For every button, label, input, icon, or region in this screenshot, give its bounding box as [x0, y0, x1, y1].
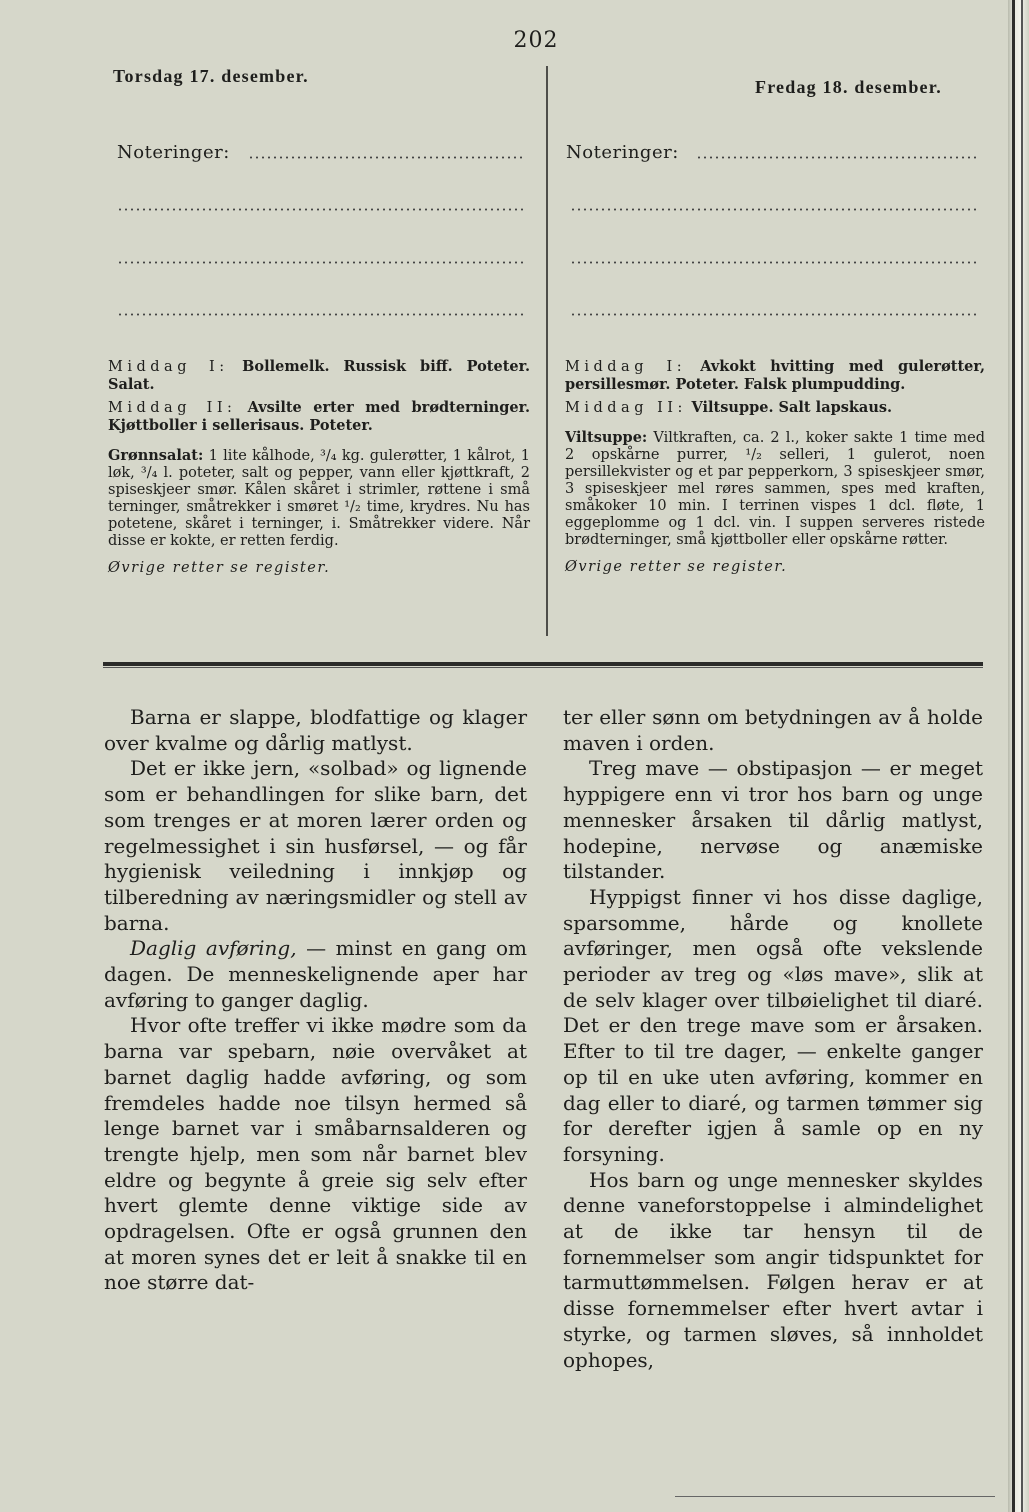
- rest-note: Øvrige retter se register.: [108, 560, 331, 576]
- article-emphasis: Daglig avføring,: [130, 936, 297, 961]
- notes-dotted-line: [117, 313, 527, 316]
- meal-2-text: Avsilte erter med brødterninger. Kjøttboller i sellerisaus. Poteter.: [108, 399, 531, 434]
- column-divider: [546, 66, 548, 636]
- article-paragraph: Hvor ofte treffer vi ikke mødre som da barna var spebarn, nøie overvåket at barnet daglig hadde avføring, og som fremdeles hadde noe tilsyn hermed så lenge barnet var i småbarnsalderen og trengte hjelp, men som når barnet blev eldre og begynte å greie sig selv efter hvert glemte denne viktige side av opdragelsen. Ofte er også grunnen den at moren synes det er leit å snakke til en noe større dat-: [104, 1013, 527, 1295]
- article-text: — minst en gang om dagen. De menneskelignende aper har avføring to ganger daglig.: [104, 936, 527, 1012]
- meal-1-key: Middag I:: [565, 359, 687, 375]
- meal-1: [565, 358, 985, 394]
- recipe: [108, 447, 530, 550]
- notes-dotted-line: [570, 261, 978, 264]
- notes-dotted-line: [570, 208, 978, 211]
- meal-2-key: Middag II:: [565, 400, 687, 416]
- meal-2-text: Viltsuppe. Salt lapskaus.: [691, 399, 893, 416]
- section-rule: [103, 662, 983, 666]
- thursday-heading: Torsdag 17. desember.: [113, 66, 309, 86]
- friday-heading: Fredag 18. desember.: [755, 77, 942, 97]
- meal-1-text: Avkokt hvitting med gulerøtter, persillesmør. Poteter. Falsk plumpudding.: [565, 358, 985, 393]
- edge-line: [1012, 0, 1015, 1512]
- right-menu-block: [565, 358, 985, 581]
- notes-dotted-line: [117, 261, 527, 264]
- article-paragraph: Barna er slappe, blodfattige og klager over kvalme og dårlig matlyst.: [104, 705, 527, 755]
- edge-line: [1021, 0, 1023, 1512]
- notes-dotted-line: [248, 156, 526, 159]
- right-notes-label: Noteringer:: [566, 142, 679, 163]
- notes-dotted-line: [117, 208, 527, 211]
- meal-1-key: Middag I:: [108, 359, 229, 375]
- left-menu-block: [108, 358, 530, 582]
- article-paragraph: ter eller sønn om betydningen av å holde maven i orden.: [563, 705, 983, 755]
- meal-1-text: Bollemelk. Russisk biff. Poteter. Salat.: [108, 358, 531, 393]
- recipe: [565, 429, 985, 549]
- meal-2: [108, 399, 530, 435]
- notes-dotted-line: [696, 156, 978, 159]
- article-paragraph: [104, 936, 527, 1013]
- recipe-title: Grønnsalat:: [108, 447, 204, 464]
- article-paragraph: Treg mave — obstipasjon — er meget hyppigere enn vi tror hos barn og unge mennesker årsaken til dårlig matlyst, hodepine, nervøse og anæmiske tilstander.: [563, 756, 983, 884]
- meal-2: [565, 399, 985, 417]
- page-number: 202: [513, 28, 559, 53]
- page-edge: [1008, 0, 1029, 1512]
- notes-dotted-line: [570, 313, 978, 316]
- article-paragraph: Hos barn og unge mennesker skyldes denne vaneforstoppelse i almindelighet at de ikke tar hensyn til de fornemmelser som angir tidspunktet for tarmuttømmelsen. Følgen herav er at disse fornemmelser efter hvert avtar i styrke, og tarmen sløves, så innholdet ophopes,: [563, 1167, 983, 1372]
- meal-2-key: Middag II:: [108, 400, 237, 416]
- bottom-rule: [675, 1496, 995, 1497]
- article-paragraph: Hyppigst finner vi hos disse daglige, sparsomme, hårde og knollete avføringer, men også ofte vekslende perioder av treg og «løs mave», slik at de selv klager over tilbøielighet til diaré. Det er den trege mave som er årsaken. Efter to til tre dager, — enkelte ganger op til en uke uten avføring, kommer en dag eller to diaré, og tarmen tømmer sig for derefter igjen å samle op en ny forsyning.: [563, 884, 983, 1166]
- section-rule: [103, 667, 983, 668]
- left-notes-label: Noteringer:: [117, 142, 230, 163]
- article-left-column: [104, 705, 527, 1296]
- rest-note: Øvrige retter se register.: [565, 559, 788, 575]
- article-right-column: [563, 705, 983, 1373]
- recipe-title: Viltsuppe:: [565, 429, 648, 446]
- meal-1: [108, 358, 530, 394]
- recipe-text: 1 lite kålhode, ³/₄ kg. gulerøtter, 1 kålrot, 1 løk, ³/₄ l. poteter, salt og pepper, vann eller kjøttkraft, 2 spiseskjeer smør. Kålen skåret i strimler, røttene i små terninger, småtrekker i smøret ¹/₂ time, krydres. Nu has potetene, skåret i terninger, i. Småtrekker videre. Når disse er kokte, er retten ferdig.: [108, 448, 531, 549]
- recipe-text: Viltkraften, ca. 2 l., koker sakte 1 time med 2 opskårne purrer, ¹/₂ selleri, 1 gulerot, noen persillekvister og et par pepperkorn, 3 spiseskjeer smør, 3 spiseskjeer mel røres sammen, spes med kraften, småkoker 10 min. I terrinen vispes 1 dcl. fløte, 1 eggeplomme og 1 dcl. vin. I suppen serveres ristede brødterninger, små kjøttboller eller opskårne røtter.: [565, 430, 985, 548]
- article-paragraph: Det er ikke jern, «solbad» og lignende som er behandlingen for slike barn, det som trenges er at moren lærer orden og regelmessighet i sin husførsel, — og får hygienisk veiledning i innkjøp og tilberedning av næringsmidler og stell av barna.: [104, 756, 527, 935]
